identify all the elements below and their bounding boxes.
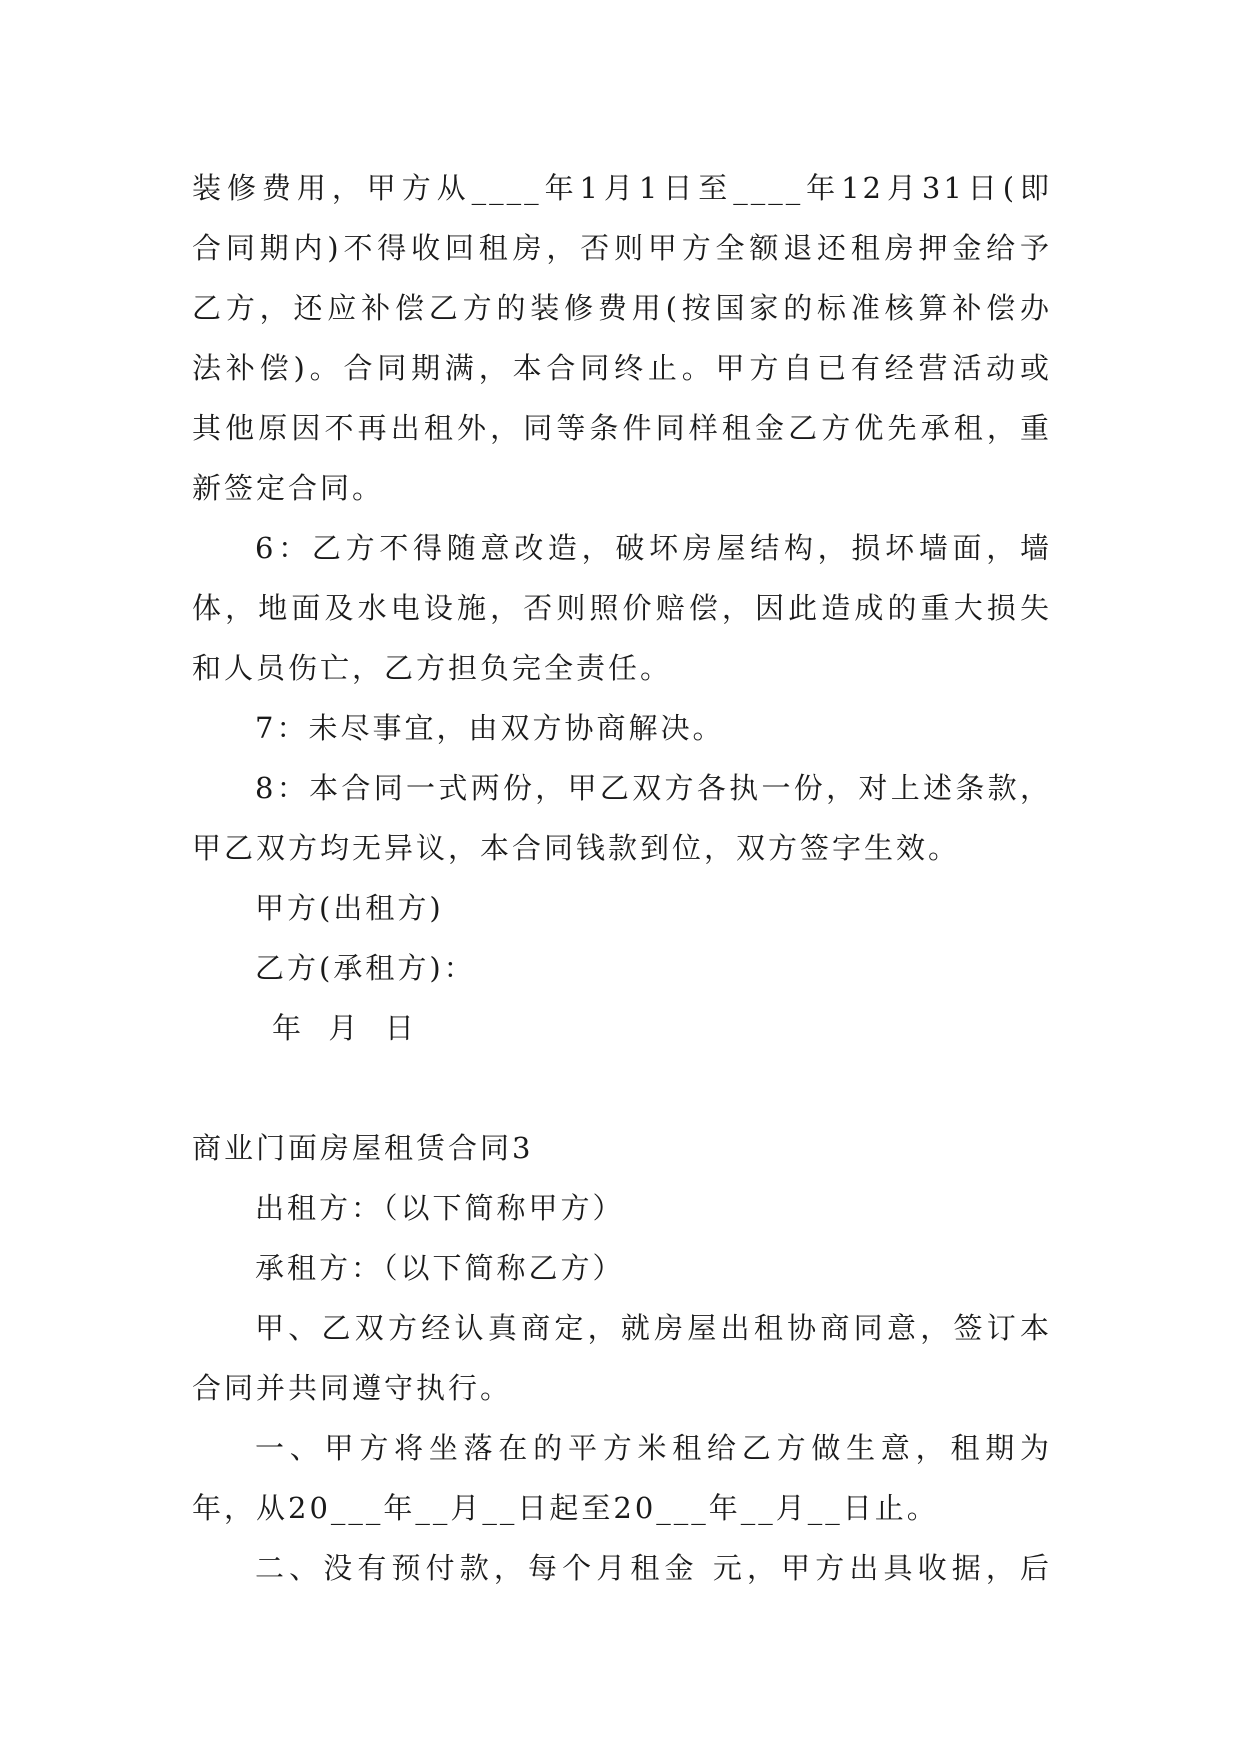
text-line: 年，从20___年__月__日起至20___年__月__日止。 (192, 1491, 939, 1525)
text-line: 和人员伤亡，乙方担负完全责任。 (192, 651, 673, 685)
party-b-signature: 乙方(承租方)： (255, 951, 476, 985)
party-a-signature: 甲方(出租方) (255, 891, 444, 925)
text-line: 乙方，还应补偿乙方的装修费用(按国家的标准核算补偿办 (192, 291, 1052, 325)
text-line: 甲乙双方均无异议，本合同钱款到位，双方签字生效。 (192, 831, 961, 865)
clause-8-line: 8：本合同一式两份，甲乙双方各执一份，对上述条款， (255, 771, 1052, 805)
clause-6-line: 6：乙方不得随意改造，破坏房屋结构，损坏墙面，墙 (255, 531, 1052, 565)
contract-title: 商业门面房屋租赁合同3 (192, 1131, 534, 1165)
section-gap (192, 1058, 1052, 1118)
lessee-line: 承租方：（以下简称乙方） (255, 1251, 625, 1285)
text-line: 装修费用，甲方从____年1月1日至____年12月31日(即 (192, 171, 1052, 205)
clause-1-line: 一、甲方将坐落在的平方米租给乙方做生意，租期为 (255, 1431, 1052, 1465)
clause-2-line: 二、没有预付款，每个月租金 元，甲方出具收据，后 (255, 1551, 1052, 1585)
text-line: 体，地面及水电设施，否则照价赔偿，因此造成的重大损失 (192, 591, 1052, 625)
lessor-line: 出租方：（以下简称甲方） (255, 1191, 625, 1225)
signature-date: 年 月 日 (272, 1011, 417, 1045)
text-line: 合同期内)不得收回租房，否则甲方全额退还租房押金给予 (192, 231, 1052, 265)
clause-7-line: 7：未尽事宜，由双方协商解决。 (255, 711, 725, 745)
text-line: 合同并共同遵守执行。 (192, 1371, 513, 1405)
text-line: 新签定合同。 (192, 471, 385, 505)
document-body (192, 158, 1052, 1598)
text-line: 法补偿)。合同期满，本合同终止。甲方自已有经营活动或 (192, 351, 1052, 385)
intro-line: 甲、乙双方经认真商定，就房屋出租协商同意，签订本 (255, 1311, 1052, 1345)
text-line: 其他原因不再出租外，同等条件同样租金乙方优先承租，重 (192, 411, 1052, 445)
